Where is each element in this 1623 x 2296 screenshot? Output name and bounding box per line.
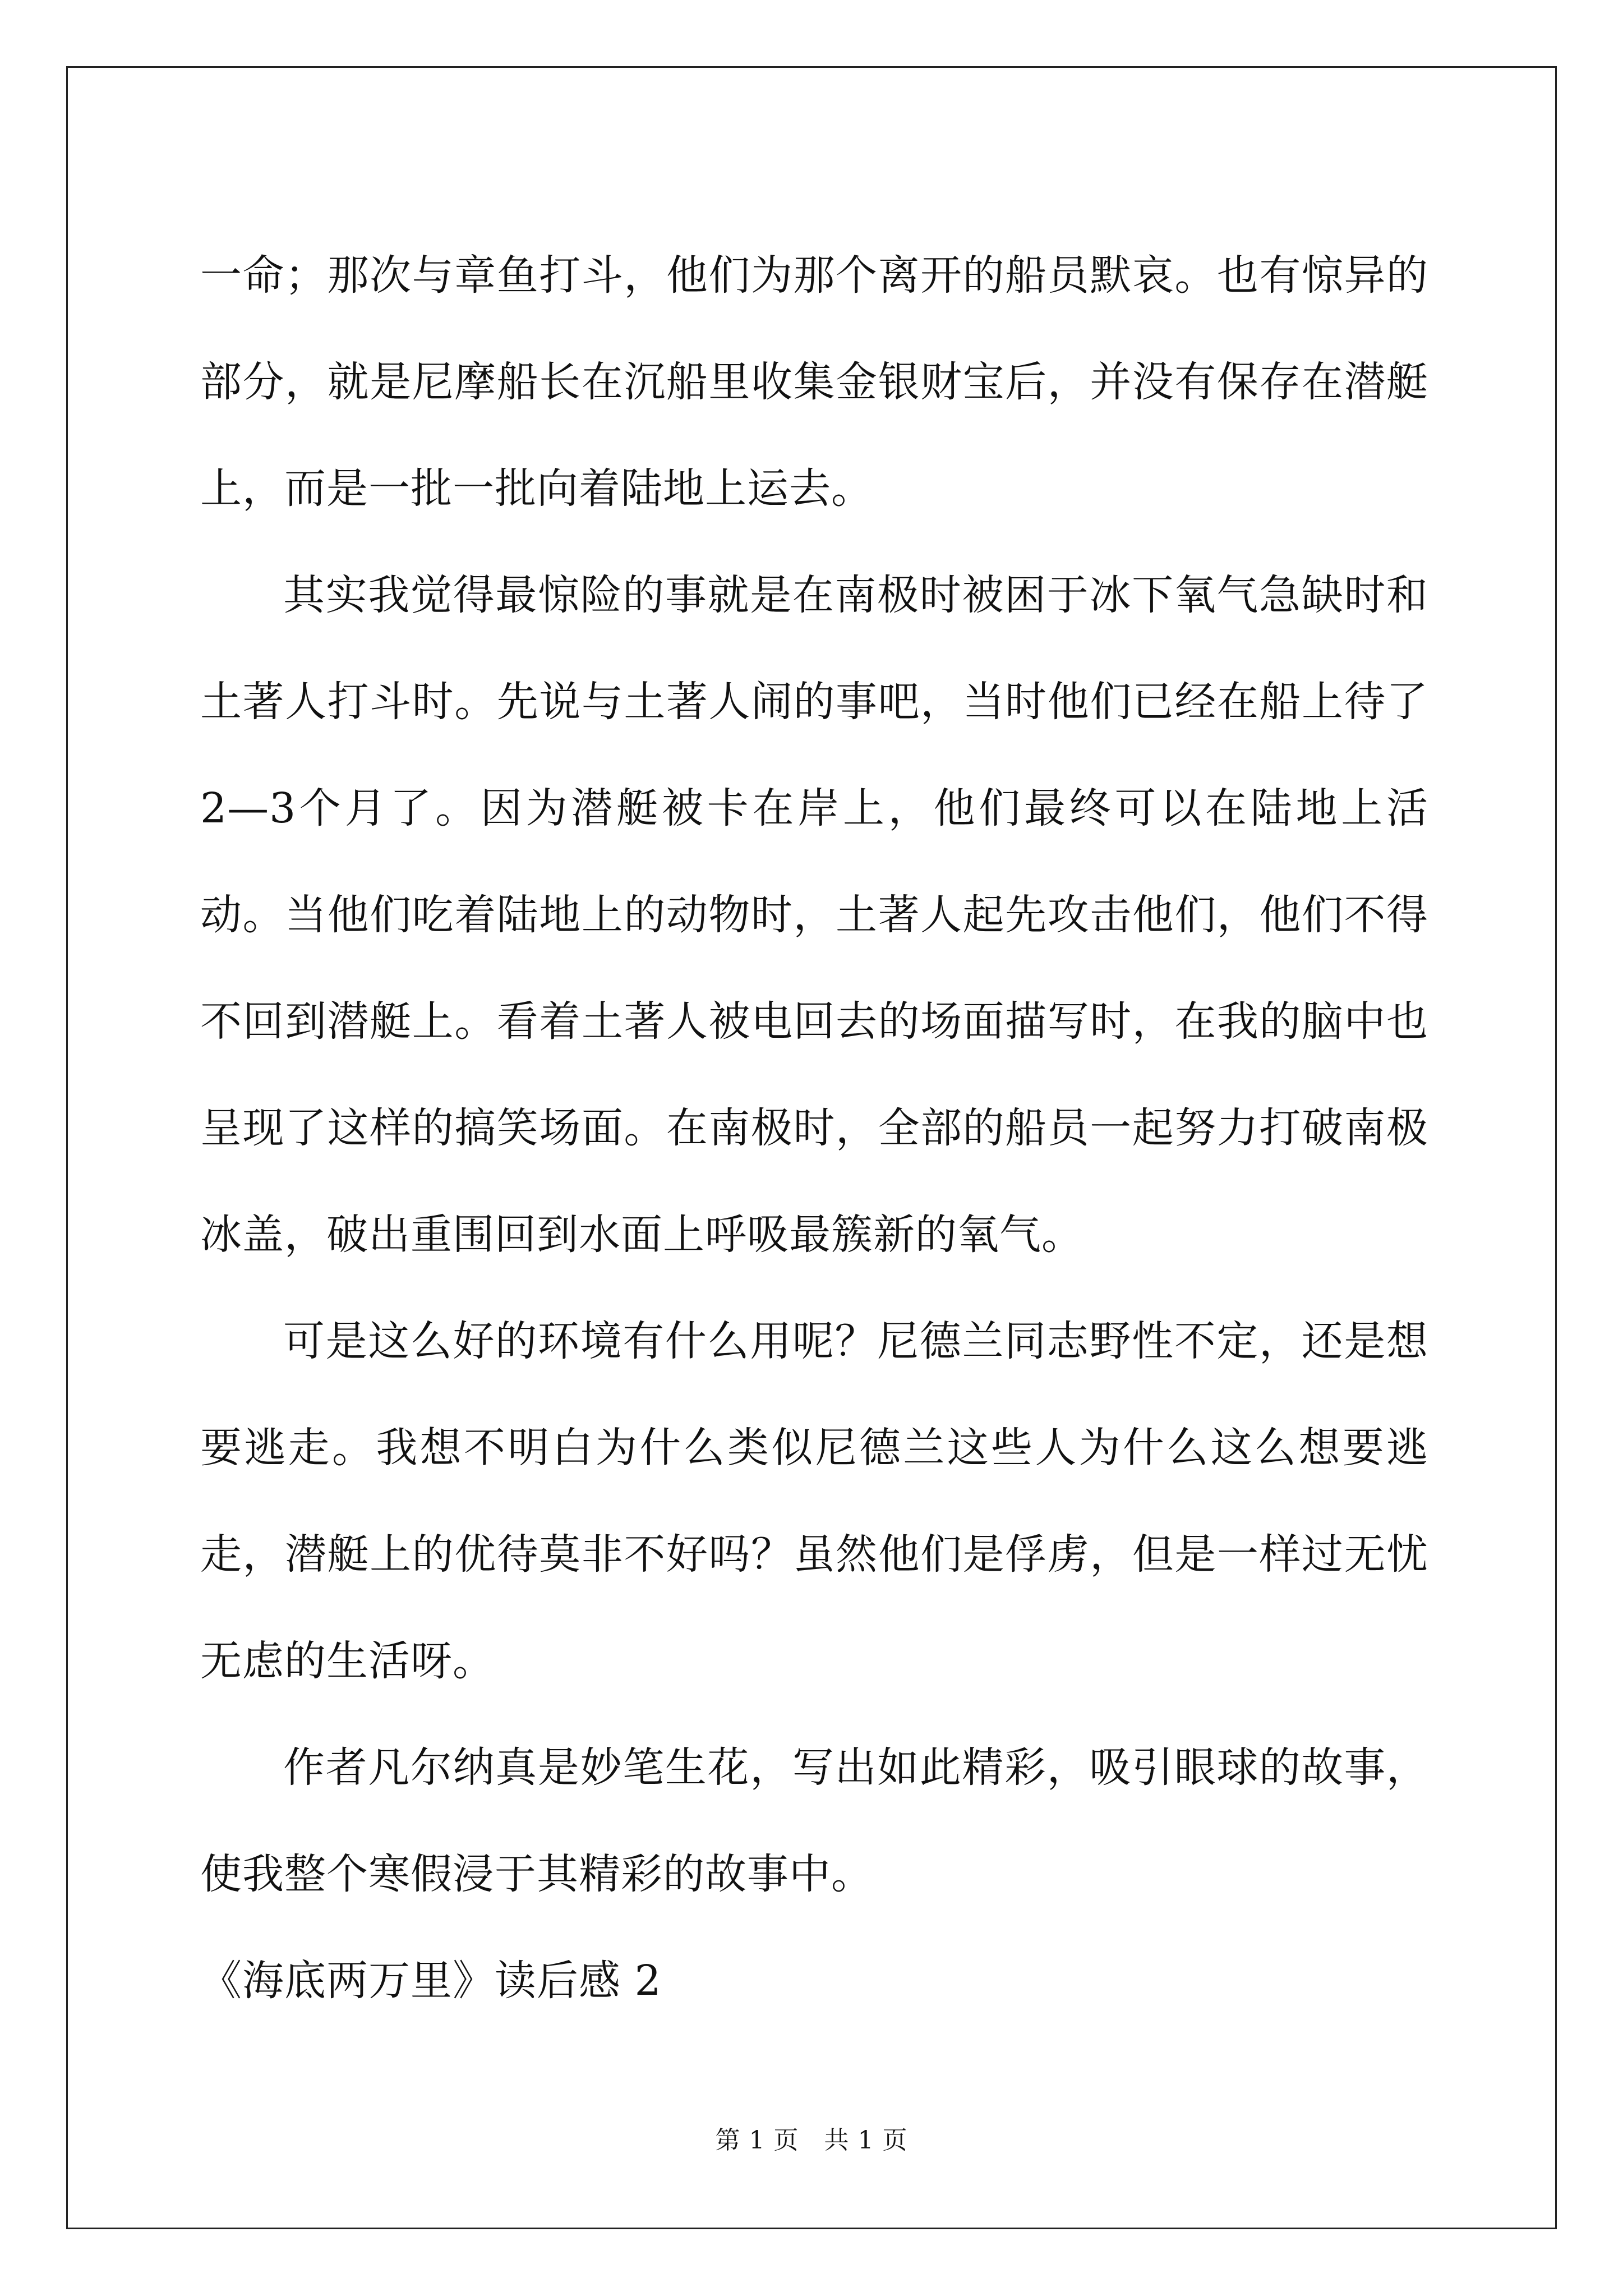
paragraph-3: 可是这么好的环境有什么用呢？尼德兰同志野性不定，还是想要逃走。我想不明白为什么类似尼德兰这些人为什么这么想要逃走，潜艇上的优待莫非不好吗？虽然他们是俘虏，但是一样过无忧无虑的生活呀。	[200, 1317, 1428, 1685]
paragraph-2: 其实我觉得最惊险的事就是在南极时被困于冰下氧气急缺时和土著人打斗时。先说与土著人闹的事吧，当时他们已经在船上待了 2—3个月了。因为潜艇被卡在岸上，他们最终可以在陆地上活动。当他们吃着陆地上的动物时，土著人起先攻击他们，他们不得不回到潜艇上。看着土著人被电回去的场面描写时，在我的脑中也呈现了这样的搞笑场面。在南极时，全部的船员一起努力打破南极冰盖，破出重围回到水面上呼吸最簇新的氧气。	[200, 571, 1428, 1259]
page-footer: 第 1 页 共 1 页	[715, 2126, 908, 2155]
section-heading: 《海底两万里》读后感 2	[200, 1957, 662, 2005]
document-body	[200, 222, 1428, 2034]
paragraph-1: 一命；那次与章鱼打斗，他们为那个离开的船员默哀。也有惊异的部分，就是尼摩船长在沉船里收集金银财宝后，并没有保存在潜艇上，而是一批一批向着陆地上运去。	[200, 251, 1428, 513]
paragraph-4: 作者凡尔纳真是妙笔生花，写出如此精彩，吸引眼球的故事，使我整个寒假浸于其精彩的故事中。	[200, 1743, 1428, 1898]
